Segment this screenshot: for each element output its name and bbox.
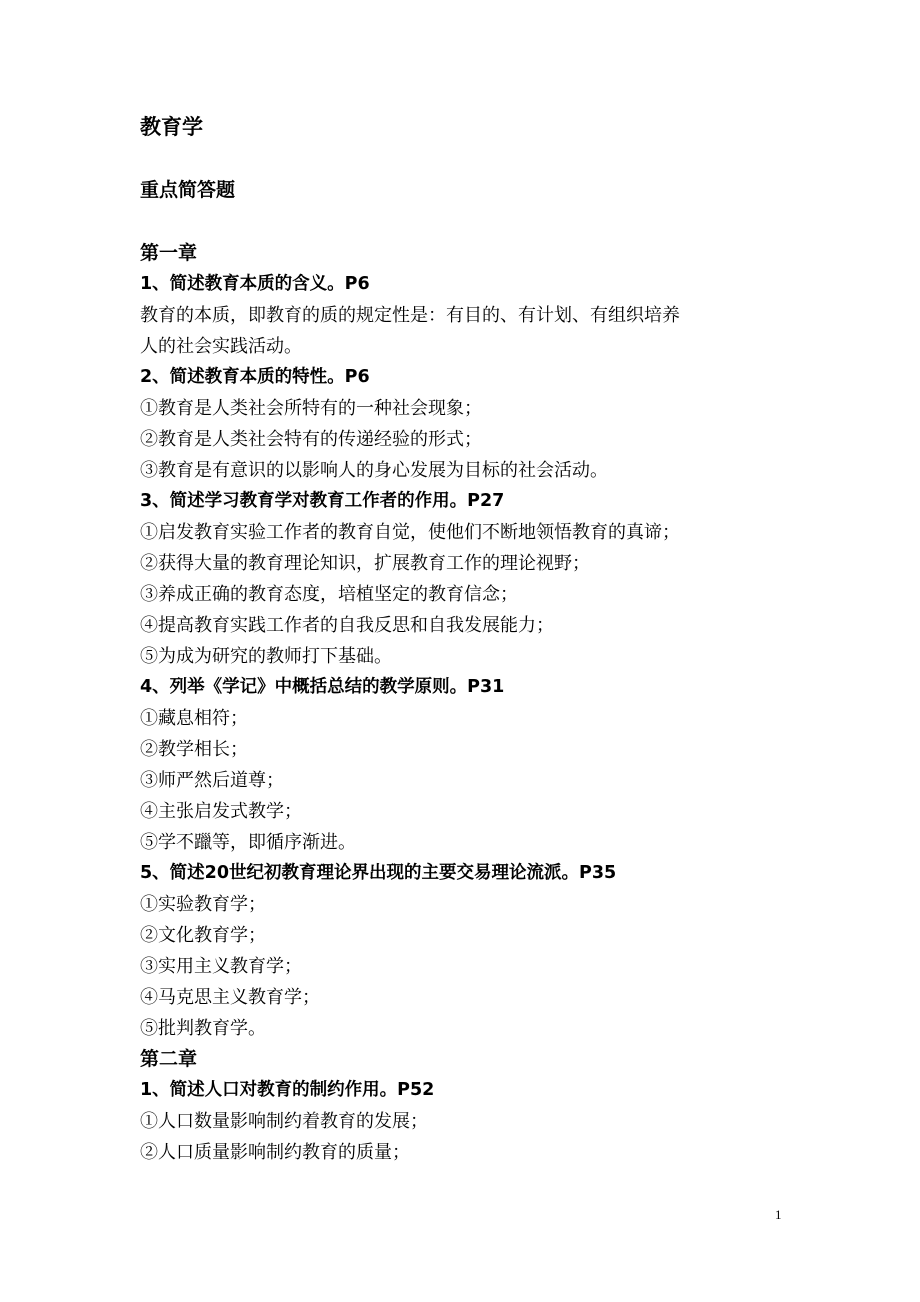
question-line: 1、简述教育本质的含义。P6 xyxy=(140,274,370,294)
answer-line: ③师严然后道尊； xyxy=(140,770,284,791)
answer-line: ①启发教育实验工作者的教育自觉，使他们不断地领悟教育的真谛； xyxy=(140,522,680,543)
question-line: 5、简述20世纪初教育理论界出现的主要交易理论流派。P35 xyxy=(140,863,617,883)
answer-line: 教育的本质，即教育的质的规定性是：有目的、有计划、有组织培养 xyxy=(140,305,680,326)
answer-line: ⑤学不躐等，即循序渐进。 xyxy=(140,832,356,853)
answer-line: ⑤批判教育学。 xyxy=(140,1018,266,1039)
answer-line: ②教育是人类社会特有的传递经验的形式； xyxy=(140,429,482,450)
answer-line: ②文化教育学； xyxy=(140,925,266,946)
answer-line: ④主张启发式教学； xyxy=(140,801,302,822)
answer-line: ④提高教育实践工作者的自我反思和自我发展能力； xyxy=(140,615,554,636)
question-line: 4、列举《学记》中概括总结的教学原则。P31 xyxy=(140,677,505,697)
question-line: 1、简述人口对教育的制约作用。P52 xyxy=(140,1080,435,1100)
page-number: 1 xyxy=(775,1207,782,1222)
answer-line: ②获得大量的教育理论知识，扩展教育工作的理论视野； xyxy=(140,553,590,574)
answer-line: ③养成正确的教育态度，培植坚定的教育信念； xyxy=(140,584,518,605)
answer-line: ③实用主义教育学； xyxy=(140,956,302,977)
answer-line: ①人口数量影响制约着教育的发展； xyxy=(140,1111,428,1132)
answer-line: ③教育是有意识的以影响人的身心发展为目标的社会活动。 xyxy=(140,460,608,481)
answer-line: ①教育是人类社会所特有的一种社会现象； xyxy=(140,398,482,419)
question-line: 3、简述学习教育学对教育工作者的作用。P27 xyxy=(140,491,505,511)
document-body xyxy=(140,238,800,1168)
answer-line: 人的社会实践活动。 xyxy=(140,336,302,357)
answer-line: ②教学相长； xyxy=(140,739,248,760)
answer-line: ④马克思主义教育学； xyxy=(140,987,320,1008)
answer-line: ⑤为成为研究的教师打下基础。 xyxy=(140,646,392,667)
chapter-heading: 第一章 xyxy=(140,242,198,264)
document-subtitle: 重点简答题 xyxy=(140,179,236,201)
answer-line: ①藏息相符； xyxy=(140,708,248,729)
question-line: 2、简述教育本质的特性。P6 xyxy=(140,367,370,387)
chapter-heading: 第二章 xyxy=(140,1048,198,1070)
answer-line: ①实验教育学； xyxy=(140,894,266,915)
document-title: 教育学 xyxy=(140,115,203,139)
answer-line: ②人口质量影响制约教育的质量； xyxy=(140,1142,410,1163)
